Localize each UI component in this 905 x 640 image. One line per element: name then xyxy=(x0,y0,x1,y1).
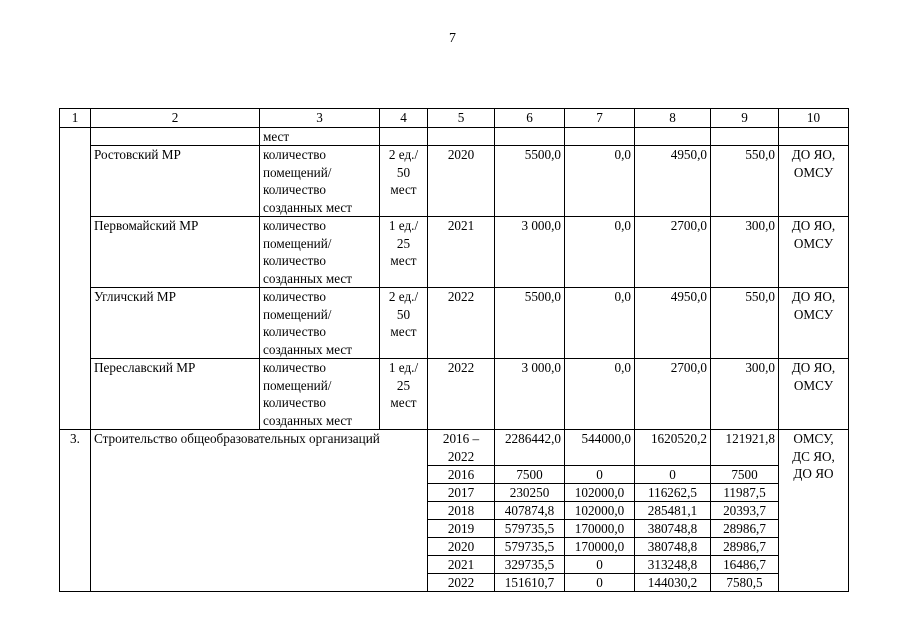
district-row xyxy=(60,288,849,359)
local-cell: 28986,7 xyxy=(711,538,779,556)
local-cell: 300,0 xyxy=(711,359,779,430)
regional-cell: 144030,2 xyxy=(635,574,711,592)
cell-line: ДО ЯО xyxy=(793,466,834,481)
cell-line: количество xyxy=(263,360,326,375)
year-cell: 2022 xyxy=(428,359,495,430)
cell-line: созданных мест xyxy=(263,199,352,215)
district-name-cell: Переславский МР xyxy=(91,359,260,430)
federal-cell: 170000,0 xyxy=(565,520,635,538)
cell-line: ОМСУ, xyxy=(793,431,834,446)
header-cell: 10 xyxy=(779,109,849,128)
header-cell: 3 xyxy=(260,109,380,128)
header-cell: 5 xyxy=(428,109,495,128)
federal-cell: 0 xyxy=(565,574,635,592)
continuation-row xyxy=(60,127,849,146)
quantity-cell xyxy=(380,288,428,359)
cell-line: ДО ЯО, xyxy=(791,147,836,162)
item-number-cell xyxy=(60,127,91,430)
total-cell: 407874,8 xyxy=(495,502,565,520)
header-cell: 9 xyxy=(711,109,779,128)
year-cell: 2022 xyxy=(428,574,495,592)
header-cell: 1 xyxy=(60,109,91,128)
cell-line: количество xyxy=(263,253,326,268)
empty-cell xyxy=(711,127,779,146)
cell-line: ДО ЯО, xyxy=(791,360,836,375)
cell-line: ОМСУ xyxy=(793,164,834,180)
year-range-cell xyxy=(428,430,495,466)
total-cell: 151610,7 xyxy=(495,574,565,592)
name-cell xyxy=(91,127,260,146)
empty-cell xyxy=(380,127,428,146)
empty-cell xyxy=(779,127,849,146)
total-cell: 230250 xyxy=(495,484,565,502)
district-row xyxy=(60,217,849,288)
federal-cell: 544000,0 xyxy=(565,430,635,466)
indicator-cell xyxy=(260,146,380,217)
year-cell: 2022 xyxy=(428,288,495,359)
cell-line: ДС ЯО, xyxy=(792,448,835,464)
year-cell: 2018 xyxy=(428,502,495,520)
empty-cell xyxy=(428,127,495,146)
executor-cell xyxy=(779,217,849,288)
empty-cell xyxy=(495,127,565,146)
local-cell: 121921,8 xyxy=(711,430,779,466)
federal-cell: 0,0 xyxy=(565,359,635,430)
local-cell: 7500 xyxy=(711,466,779,484)
regional-cell: 285481,1 xyxy=(635,502,711,520)
cell-line: ОМСУ xyxy=(793,235,834,251)
regional-cell: 1620520,2 xyxy=(635,430,711,466)
regional-cell: 4950,0 xyxy=(635,146,711,217)
cell-line: 1 ед./ xyxy=(388,360,419,375)
cell-line: количество xyxy=(263,147,326,162)
year-cell: 2017 xyxy=(428,484,495,502)
page-number: 7 xyxy=(449,31,456,46)
regional-cell: 0 xyxy=(635,466,711,484)
federal-cell: 0,0 xyxy=(565,288,635,359)
empty-cell xyxy=(635,127,711,146)
local-cell: 7580,5 xyxy=(711,574,779,592)
item-title-cell: Строительство общеобразовательных организаций xyxy=(91,430,428,592)
regional-cell: 2700,0 xyxy=(635,359,711,430)
quantity-cell xyxy=(380,359,428,430)
local-cell: 550,0 xyxy=(711,288,779,359)
local-cell: 16486,7 xyxy=(711,556,779,574)
regional-cell: 380748,8 xyxy=(635,538,711,556)
cell-line: количество xyxy=(263,182,326,197)
year-cell: 2020 xyxy=(428,538,495,556)
regional-cell: 116262,5 xyxy=(635,484,711,502)
indicator-cell xyxy=(260,217,380,288)
federal-cell: 102000,0 xyxy=(565,502,635,520)
program-table xyxy=(59,108,849,592)
year-cell: 2021 xyxy=(428,556,495,574)
year-cell: 2016 xyxy=(428,466,495,484)
total-cell: 5500,0 xyxy=(495,146,565,217)
cell-line: помещений/ xyxy=(263,377,332,393)
regional-cell: 380748,8 xyxy=(635,520,711,538)
indicator-cell xyxy=(260,359,380,430)
cell-line: помещений/ xyxy=(263,164,332,180)
header-cell: 7 xyxy=(565,109,635,128)
regional-cell: 2700,0 xyxy=(635,217,711,288)
total-cell: 329735,5 xyxy=(495,556,565,574)
cell-line: 2 ед./ xyxy=(388,147,419,162)
item3-summary-row xyxy=(60,430,849,466)
executor-cell xyxy=(779,288,849,359)
total-cell: 579735,5 xyxy=(495,538,565,556)
cell-line: созданных мест xyxy=(263,270,352,286)
local-cell: 550,0 xyxy=(711,146,779,217)
total-cell: 2286442,0 xyxy=(495,430,565,466)
district-name-cell: Первомайский МР xyxy=(91,217,260,288)
cell-line: количество xyxy=(263,289,326,304)
indicator-cell: мест xyxy=(260,127,380,146)
regional-cell: 313248,8 xyxy=(635,556,711,574)
cell-line: 50 xyxy=(396,306,411,322)
cell-line: мест xyxy=(390,253,417,268)
total-cell: 3 000,0 xyxy=(495,217,565,288)
cell-line: 25 xyxy=(396,235,411,251)
federal-cell: 0 xyxy=(565,466,635,484)
item-number-cell: 3. xyxy=(60,430,91,592)
cell-line: созданных мест xyxy=(263,412,352,428)
quantity-cell xyxy=(380,146,428,217)
cell-line: количество xyxy=(263,324,326,339)
header-cell: 6 xyxy=(495,109,565,128)
cell-line: мест xyxy=(390,182,417,197)
cell-line: количество xyxy=(263,218,326,233)
cell-line: созданных мест xyxy=(263,341,352,357)
executor-cell xyxy=(779,359,849,430)
total-cell: 579735,5 xyxy=(495,520,565,538)
year-cell: 2020 xyxy=(428,146,495,217)
indicator-cell xyxy=(260,288,380,359)
cell-line: 2016 – xyxy=(442,431,480,446)
cell-line: помещений/ xyxy=(263,235,332,251)
year-cell: 2021 xyxy=(428,217,495,288)
cell-line: 25 xyxy=(396,377,411,393)
header-row xyxy=(60,109,849,128)
empty-cell xyxy=(565,127,635,146)
regional-cell: 4950,0 xyxy=(635,288,711,359)
cell-line: помещений/ xyxy=(263,306,332,322)
header-cell: 4 xyxy=(380,109,428,128)
district-row xyxy=(60,359,849,430)
federal-cell: 0 xyxy=(565,556,635,574)
cell-line: 2 ед./ xyxy=(388,289,419,304)
cell-line: мест xyxy=(390,395,417,410)
cell-line: 1 ед./ xyxy=(388,218,419,233)
local-cell: 11987,5 xyxy=(711,484,779,502)
executor-cell xyxy=(779,146,849,217)
local-cell: 28986,7 xyxy=(711,520,779,538)
header-cell: 2 xyxy=(91,109,260,128)
executor-cell xyxy=(779,430,849,592)
header-cell: 8 xyxy=(635,109,711,128)
district-row xyxy=(60,146,849,217)
federal-cell: 102000,0 xyxy=(565,484,635,502)
total-cell: 3 000,0 xyxy=(495,359,565,430)
federal-cell: 0,0 xyxy=(565,217,635,288)
total-cell: 7500 xyxy=(495,466,565,484)
cell-line: ДО ЯО, xyxy=(791,289,836,304)
cell-line: мест xyxy=(390,324,417,339)
local-cell: 300,0 xyxy=(711,217,779,288)
district-name-cell: Ростовский МР xyxy=(91,146,260,217)
cell-line: ОМСУ xyxy=(793,377,834,393)
cell-line: ДО ЯО, xyxy=(791,218,836,233)
year-cell: 2019 xyxy=(428,520,495,538)
cell-line: 50 xyxy=(396,164,411,180)
federal-cell: 170000,0 xyxy=(565,538,635,556)
district-name-cell: Угличский МР xyxy=(91,288,260,359)
local-cell: 20393,7 xyxy=(711,502,779,520)
total-cell: 5500,0 xyxy=(495,288,565,359)
cell-line: ОМСУ xyxy=(793,306,834,322)
quantity-cell xyxy=(380,217,428,288)
cell-line: 2022 xyxy=(447,448,475,464)
federal-cell: 0,0 xyxy=(565,146,635,217)
cell-line: количество xyxy=(263,395,326,410)
